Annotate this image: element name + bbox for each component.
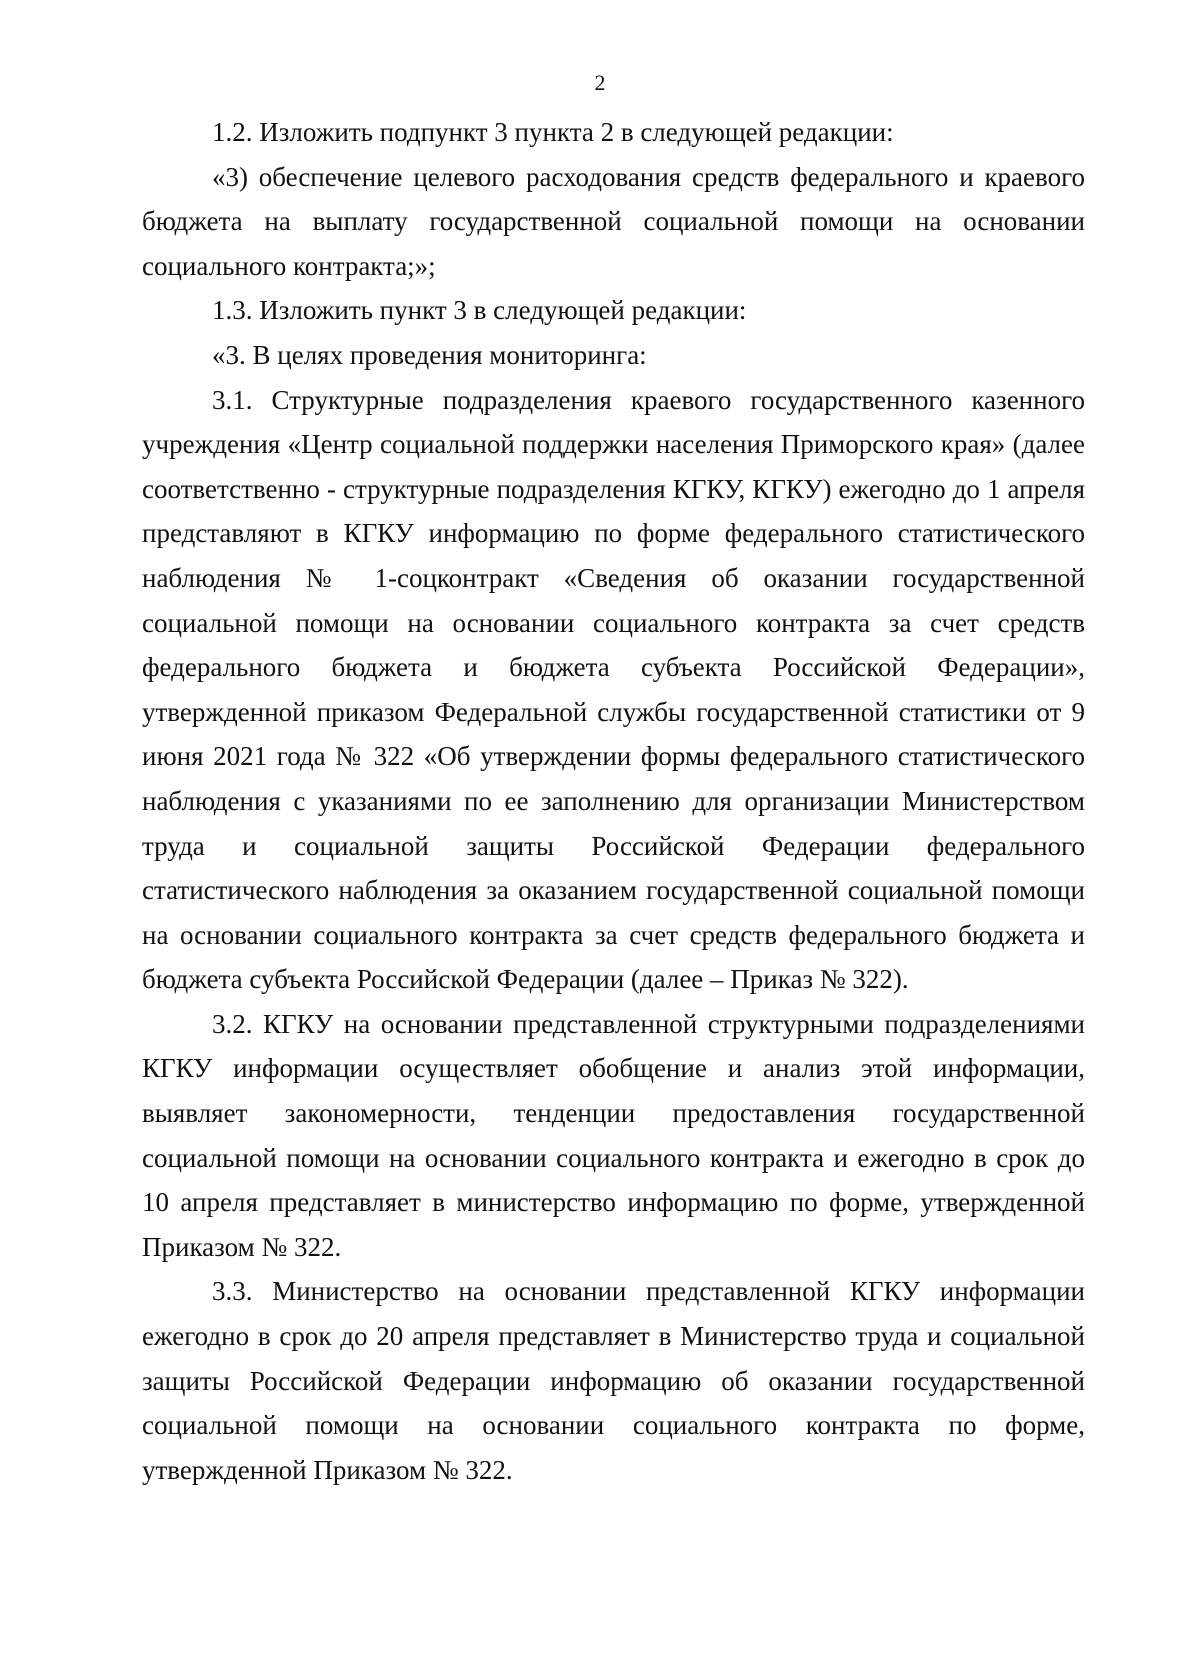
paragraph-3-intro: «3. В целях проведения мониторинга: [212, 339, 647, 370]
paragraph-3-3: 3.3. Министерство на основании представленной КГКУ информации ежегодно в срок до 20 апреля представляет в Министерство труда и социальной защиты Российской Федерации информацию об оказании государственной социальной помощи на основании социального контракта по форме, утвержденной Приказом № 322. [142, 1276, 1085, 1485]
paragraph-3-1: 3.1. Структурные подразделения краевого государственного казенного учреждения «Центр социальной поддержки населения Приморского края» (далее соответственно - структурные подразделения КГКУ, КГКУ) ежегодно до 1 апреля представляют в КГКУ информацию по форме федерального статистического наблюдения № 1-соцконтракт «Сведения об оказании государственной социальной помощи на основании социального контракта за счет средств федерального бюджета и бюджета субъекта Российской Федерации», утвержденной приказом Федеральной службы государственной статистики от 9 июня 2021 года № 322 «Об утверждении формы федерального статистического наблюдения с указаниями по ее заполнению для организации Министерством труда и социальной защиты Российской Федерации федерального статистического наблюдения за оказанием государственной социальной помощи на основании социального контракта за счет средств федерального бюджета и бюджета субъекта Российской Федерации (далее – Приказ № 322). [142, 384, 1085, 995]
paragraph-1-2: 1.2. Изложить подпункт 3 пункта 2 в следующей редакции: [212, 117, 894, 147]
paragraph-3-2: 3.2. КГКУ на основании представленной структурными подразделениями КГКУ информации осуществляет обобщение и анализ этой информации, выявляет закономерности, тенденции предоставления государственной социальной помощи на основании социального контракта и ежегодно в срок до 10 апреля представляет в министерство информацию по форме, утвержденной Приказом № 322. [142, 1008, 1085, 1262]
page-number: 2 [594, 70, 606, 95]
document-body [142, 110, 1085, 1492]
paragraph-1-3: 1.3. Изложить пункт 3 в следующей редакции: [212, 295, 747, 326]
paragraph-subitem-3: «3) обеспечение целевого расходования средств федерального и краевого бюджета на выплату государственной социальной помощи на основании социального контракта;»; [142, 161, 1085, 281]
